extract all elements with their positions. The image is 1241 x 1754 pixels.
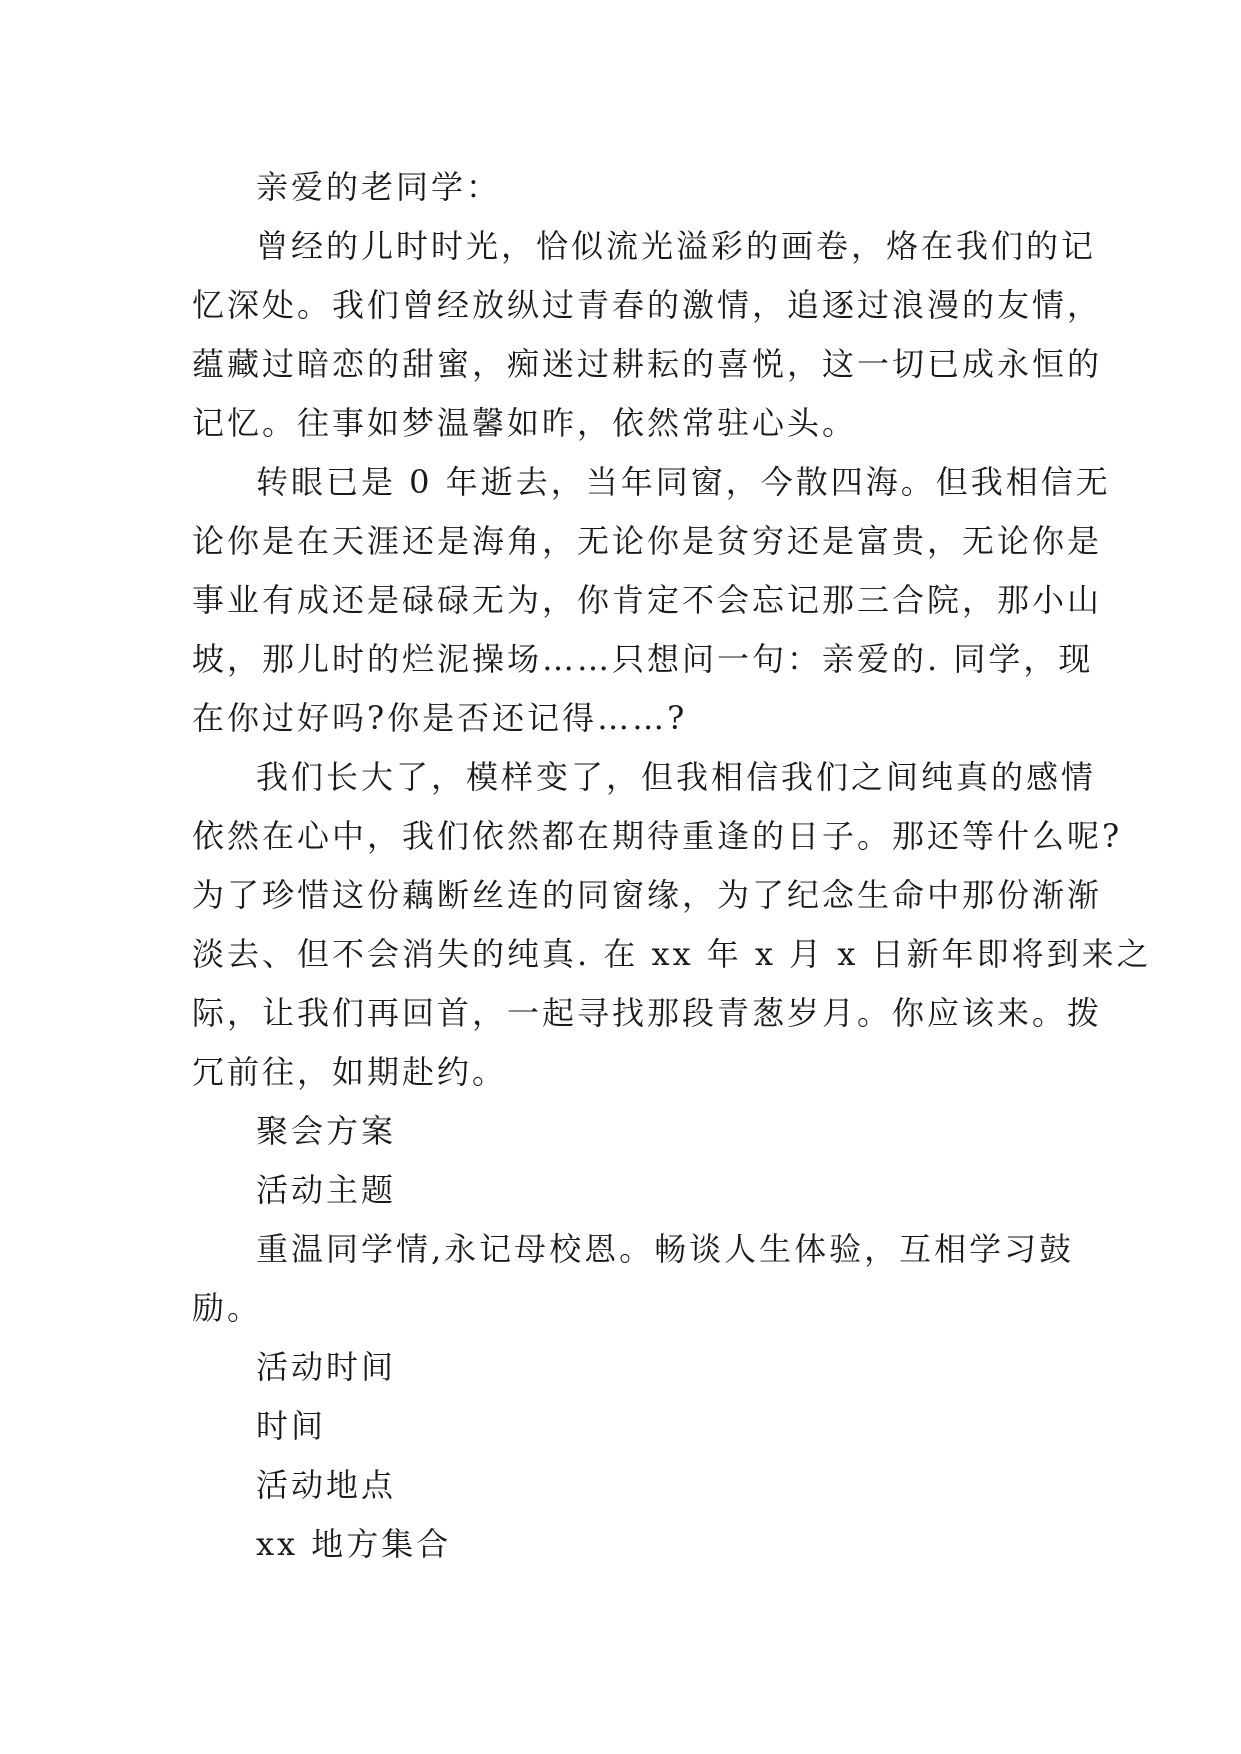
paragraph-line: 我们长大了，模样变了，但我相信我们之间纯真的感情 bbox=[256, 758, 1097, 796]
time-heading: 活动时间 bbox=[256, 1348, 397, 1386]
place-heading: 活动地点 bbox=[256, 1466, 397, 1504]
theme-heading: 活动主题 bbox=[256, 1171, 397, 1209]
paragraph-line: 论你是在天涯还是海角，无论你是贫穷还是富贵，无论你是 bbox=[192, 522, 1103, 560]
paragraph-line: 忆深处。我们曾经放纵过青春的激情，追逐过浪漫的友情， bbox=[192, 286, 1103, 324]
paragraph-line: 重温同学情,永记母校恩。畅谈人生体验，互相学习鼓 bbox=[256, 1230, 1075, 1268]
paragraph-line: 为了珍惜这份藕断丝连的同窗缘，为了纪念生命中那份渐渐 bbox=[192, 876, 1103, 914]
letter-body bbox=[192, 158, 1152, 1574]
paragraph-line: 依然在心中，我们依然都在期待重逢的日子。那还等什么呢? bbox=[192, 817, 1123, 855]
time-text: 时间 bbox=[256, 1407, 327, 1445]
paragraph-line: 事业有成还是碌碌无为，你肯定不会忘记那三合院，那小山 bbox=[192, 581, 1103, 619]
paragraph-line: 在你过好吗?你是否还记得……? bbox=[192, 699, 688, 737]
paragraph-line: 记忆。往事如梦温馨如昨，依然常驻心头。 bbox=[192, 404, 858, 442]
theme-text bbox=[192, 1220, 1075, 1338]
paragraph-line: 曾经的儿时时光，恰似流光溢彩的画卷，烙在我们的记 bbox=[256, 227, 1097, 265]
paragraph-line: 转眼已是 0 年逝去，当年同窗，今散四海。但我相信无 bbox=[256, 463, 1111, 501]
paragraph-years-passed bbox=[192, 453, 1111, 748]
plan-title: 聚会方案 bbox=[256, 1112, 397, 1150]
paragraph-line: 蕴藏过暗恋的甜蜜，痴迷过耕耘的喜悦，这一切已成永恒的 bbox=[192, 345, 1103, 383]
paragraph-line: 际，让我们再回首，一起寻找那段青葱岁月。你应该来。拨 bbox=[192, 994, 1103, 1032]
paragraph-memories bbox=[192, 217, 1103, 453]
place-text: xx 地方集合 bbox=[256, 1525, 452, 1563]
paragraph-line: 坡，那儿时的烂泥操场……只想问一句：亲爱的. 同学，现 bbox=[192, 640, 1094, 678]
greeting: 亲爱的老同学： bbox=[256, 168, 502, 206]
paragraph-line: 冗前往，如期赴约。 bbox=[192, 1053, 508, 1091]
paragraph-line: 励。 bbox=[192, 1289, 263, 1327]
paragraph-invitation bbox=[192, 748, 1152, 1102]
paragraph-line: 淡去、但不会消失的纯真. 在 xx 年 x 月 x 日新年即将到来之 bbox=[192, 935, 1152, 973]
